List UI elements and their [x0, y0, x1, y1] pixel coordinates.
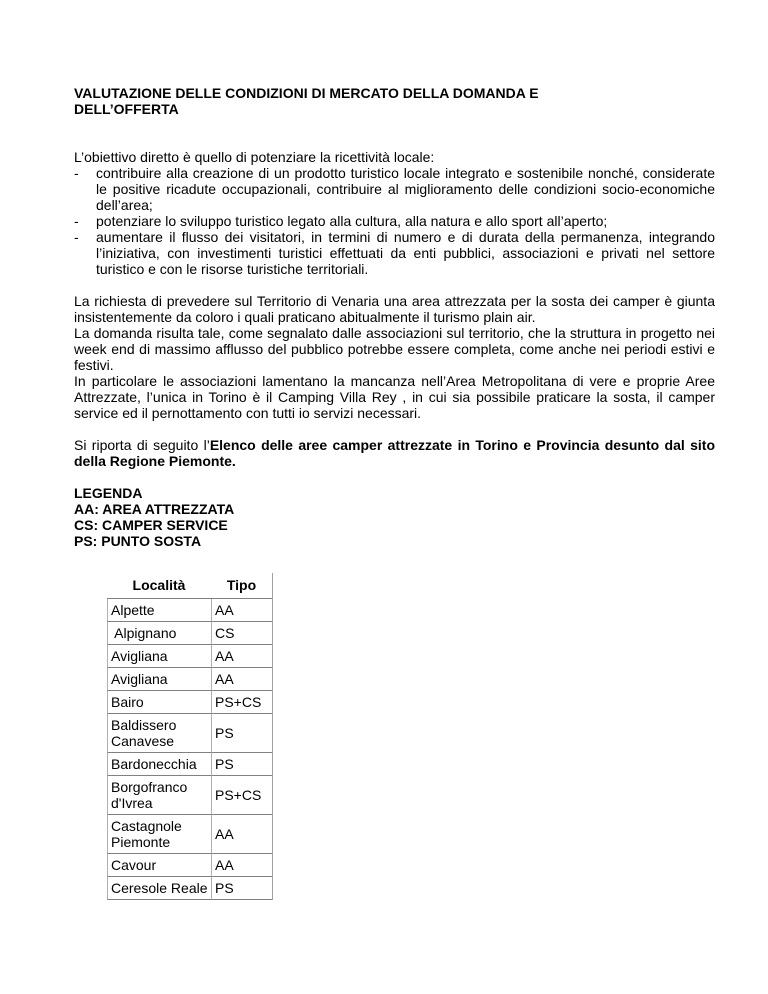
cell-localita: Borgofranco d'Ivrea	[107, 776, 211, 815]
cell-localita: Avigliana	[107, 668, 211, 691]
cell-tipo: AA	[211, 815, 272, 854]
cell-tipo: PS	[211, 714, 272, 753]
demand-sentence-3: In particolare le associazioni lamentano la mancanza nell’Area Metropolitana di vere e proprie Aree Attrezzate, l’unica in Torino è il Camping Villa Rey , in cui sia possibile praticare la sosta, il camper service ed il pernottamento con tutti io servizi necessari.	[74, 373, 715, 421]
table-row	[107, 815, 272, 854]
list-item	[74, 213, 715, 229]
cell-localita: Bardonecchia	[107, 753, 211, 776]
cell-localita: Bairo	[107, 691, 211, 714]
cell-tipo: PS+CS	[211, 691, 272, 714]
legend	[74, 485, 715, 549]
intro-text: L’obiettivo diretto è quello di potenziare la ricettività locale:	[74, 149, 435, 165]
cell-tipo: AA	[211, 645, 272, 668]
cell-localita: Baldissero Canavese	[107, 714, 211, 753]
list-intro-bold: Elenco delle aree camper attrezzate in Torino e Provincia desunto dal sito della Regione Piemonte.	[74, 437, 716, 469]
table-row	[107, 599, 272, 622]
cell-localita: Castagnole Piemonte	[107, 815, 211, 854]
demand-sentence-2: La domanda risulta tale, come segnalato dalle associazioni sul territorio, che la struttura in progetto nei week end di massimo afflusso del pubblico potrebbe essere completa, come anche nei periodi estivi e festivi.	[74, 325, 715, 373]
cell-localita: Alpignano	[107, 622, 211, 645]
legend-item-ps: PS: PUNTO SOSTA	[74, 533, 202, 549]
cell-localita: Ceresole Reale	[107, 877, 211, 900]
cell-tipo: CS	[211, 622, 272, 645]
list-dash: -	[74, 213, 79, 229]
list-intro-prefix: Si riporta di seguito l’	[74, 437, 210, 453]
title-line-2: DELL’OFFERTA	[74, 101, 179, 117]
list-item	[74, 165, 715, 213]
cell-tipo: PS+CS	[211, 776, 272, 815]
camper-areas-table	[107, 573, 273, 900]
list-dash: -	[74, 229, 79, 245]
column-header-localita: Località	[107, 573, 211, 599]
cell-tipo: AA	[211, 599, 272, 622]
table-row	[107, 668, 272, 691]
legend-item-cs: CS: CAMPER SERVICE	[74, 517, 228, 533]
table-row	[107, 714, 272, 753]
table-header-row	[107, 573, 272, 599]
cell-tipo: AA	[211, 668, 272, 691]
document-body	[74, 85, 715, 549]
table-row	[107, 691, 272, 714]
title-line-1: VALUTAZIONE DELLE CONDIZIONI DI MERCATO DELLA DOMANDA E	[74, 85, 539, 101]
legend-title: LEGENDA	[74, 485, 143, 501]
cell-localita: Cavour	[107, 854, 211, 877]
cell-tipo: PS	[211, 753, 272, 776]
table-row	[107, 854, 272, 877]
table-row	[107, 753, 272, 776]
cell-localita: Alpette	[107, 599, 211, 622]
table-row	[107, 622, 272, 645]
column-header-tipo: Tipo	[211, 573, 272, 599]
list-item-text: contribuire alla creazione di un prodotto turistico locale integrato e sostenibile nonché, considerate le positive ricadute occupazionali, contribuire al miglioramento delle condizioni socio-economiche dell’area;	[96, 165, 715, 213]
list-dash: -	[74, 165, 79, 181]
cell-tipo: AA	[211, 854, 272, 877]
legend-item-aa: AA: AREA ATTREZZATA	[74, 501, 235, 517]
demand-paragraph	[74, 293, 715, 421]
document-title	[74, 85, 715, 117]
list-item	[74, 229, 715, 277]
table-row	[107, 776, 272, 815]
cell-localita: Avigliana	[107, 645, 211, 668]
objectives-list	[74, 165, 715, 277]
demand-sentence-1: La richiesta di prevedere sul Territorio di Venaria una area attrezzata per la sosta dei camper è giunta insistentemente da coloro i quali praticano abitualmente il turismo plain air.	[74, 293, 715, 325]
cell-tipo: PS	[211, 877, 272, 900]
list-intro-paragraph	[74, 437, 715, 469]
table-row	[107, 877, 272, 900]
list-item-text: potenziare lo sviluppo turistico legato alla cultura, alla natura e allo sport all’aperto;	[96, 213, 608, 229]
table-row	[107, 645, 272, 668]
list-item-text: aumentare il flusso dei visitatori, in termini di numero e di durata della permanenza, integrando l’iniziativa, con investimenti turistici effettuati da enti pubblici, associazioni e privati nel settore turistico e con le risorse turistiche territoriali.	[96, 229, 715, 277]
